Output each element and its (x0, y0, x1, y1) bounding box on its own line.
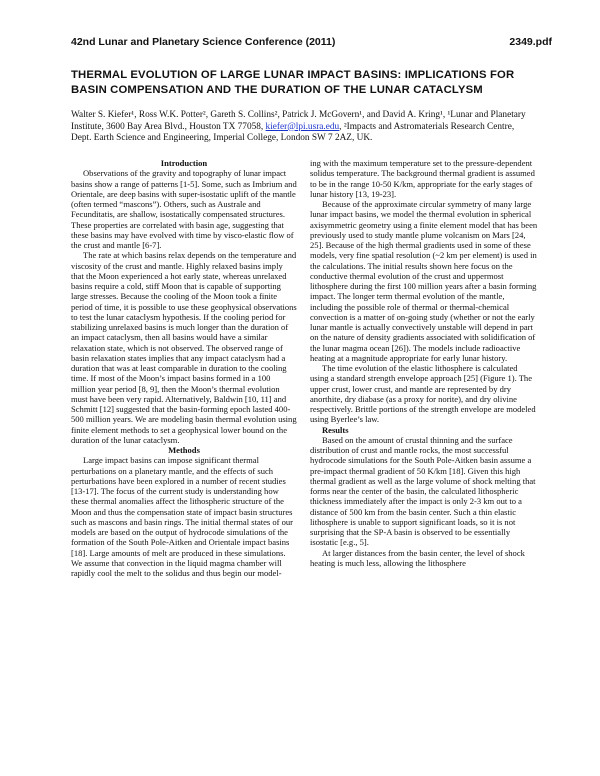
results-paragraph-2: At larger distances from the basin center, the level of shock heating is much less, allowing the lithosphere (310, 547, 525, 568)
author-email-link[interactable]: kiefer@lpi.usra.edu (265, 121, 340, 132)
author-block (71, 110, 536, 145)
intro-paragraph-1: Observations of the gravity and topography of lunar impact basins show a range of patterns [1-5]. Some, such as Imbrium and Orientale, are deep basins with super-isostatic uplift of the mantle (often termed “mascons”). Others, such as Australe and Fecunditatis, are shallow, isostatically compensated structures. These properties are correlated with basin age, suggesting that these basins may have evolved with time by visco-elastic flow of the crust and mantle [6-7]. (71, 168, 297, 250)
right-column (310, 158, 538, 568)
intro-paragraph-2: The rate at which basins relax depends on the temperature and viscosity of the crust and mantle. Highly relaxed basins imply that the Moon experienced a hot early state, whereas unrelaxed basins require a cold, stiff Moon that is capable of supporting large stresses. Because the cooling of the Moon took a finite period of time, it is possible to use these geophysical observations to test the lunar cataclysm hypothesis. If the cooling period for stabilizing unrelaxed basins is much longer than the duration of an impact cataclysm, then all basins would have a similar relaxation state, which is not observed. The observed range of basin relaxation states implies that any impact cataclysm had a duration that was at least comparable in duration to the cooling time. If most of the Moon’s impact basins formed in a 100 million year period [8, 9], then the Moon’s thermal evolution must have been very rapid. Alternatively, Baldwin [10, 11] and Schmitt [12] suggested that the basin-forming epoch lasted 400-500 million years. We are modeling basin thermal evolution using finite element methods to set a geophysical lower bound on the duration of the lunar cataclysm. (71, 250, 297, 445)
methods-paragraph-continued: ing with the maximum temperature set to the pressure-dependent solidus temperature. The background thermal gradient is assumed to be in the range 10-50 K/km, appropriate for the early stages of lunar history [13, 19-23]. (310, 158, 535, 199)
paper-title: THERMAL EVOLUTION OF LARGE LUNAR IMPACT BASINS: IMPLICATIONS FOR BASIN COMPENSATION AND THE DURATION OF THE LUNAR CATACLYSM (71, 69, 515, 96)
methods-paragraph-2: Because of the approximate circular symmetry of many large lunar impact basins, we model the thermal evolution in spherical axisymmetric geometry using a finite element model that has been previously used to study mantle plume volcanism on Mars [24, 25]. Because of the high thermal gradients used in some of these models, very fine spatial resolution (~2 km per element) is used in the calculations. The initial results shown here focus on the conductive thermal evolution of the crust and uppermost lithosphere during the first 100 million years after a basin forming impact. The longer term thermal evolution of the mantle, including the possible role of thermal or thermal-chemical convection is a matter of on-going study (whether or not the early lunar mantle is actually convectively unstable will depend in part on the nature of density gradients associated with solidification of the lunar magma ocean [26]). The models include radioactive heating at a magnitude appropriate for early lunar history. (310, 199, 538, 363)
results-heading: Results (322, 424, 349, 435)
author-list: Walter S. Kiefer¹, Ross W.K. Potter², Gareth S. Collins², Patrick J. McGovern¹, and David A. Kring¹, ¹Lunar and Planetary Institute, 3600 Bay Area Blvd., Houston TX 77058, (71, 110, 526, 132)
author-affiliation: , ²Impacts and Astromaterials Research Centre, Dept. Earth Science and Engineering, Imperial College, London SW 7 2AZ, UK. (71, 121, 515, 144)
left-column (71, 158, 297, 578)
introduction-heading: Introduction (160, 158, 208, 168)
results-paragraph-1: Based on the amount of crustal thinning and the surface distribution of crust and mantle rocks, the most successful hydrocode simulations for the South Pole-Aitken basin assume a pre-impact thermal gradient of 50 K/km [18]. Given this high thermal gradient as well as the large volume of shock melting that forms near the center of the basin, the calculated lithospheric thickness immediately after the impact is only 2-3 km out to a distance of 500 km from the basin center. Such a thin elastic lithosphere is unable to support significant loads, so it is not surprising that the SP-A basin is observed to be essentially isostatic [e.g., 5]. (310, 434, 536, 548)
page-header (71, 36, 552, 48)
methods-paragraph-3: The time evolution of the elastic lithosphere is calculated using a standard strength envelope approach [25] (Figure 1). The upper crust, lower crust, and mantle are represented by dry anorthite, dry diabase (as a proxy for norite), and dry olivine respectively. Brittle portions of the strength envelope are modeled using Byerlee’s law. (310, 363, 536, 425)
methods-heading: Methods (168, 445, 200, 455)
methods-paragraph-1: Large impact basins can impose significant thermal perturbations on a planetary mantle, and the effects of such perturbations have been explored in a number of recent studies [13-17]. The focus of the current study is understanding how these thermal anomalies affect the lithospheric structure of the Moon and thus the compensation state of impact basin structures such as mascons and basin rings. The initial thermal states of our models are based on the output of hydrocode simulations of the formation of the South Pole-Aitken and Orientale impact basins [18]. Large amounts of melt are produced in these simulations. We assume that convection in the liquid magma chamber will rapidly cool the melt to the solidus and thus begin our model- (71, 455, 294, 578)
file-name: 2349.pdf (509, 36, 552, 48)
conference-name: 42nd Lunar and Planetary Science Conference (2011) (71, 36, 336, 48)
